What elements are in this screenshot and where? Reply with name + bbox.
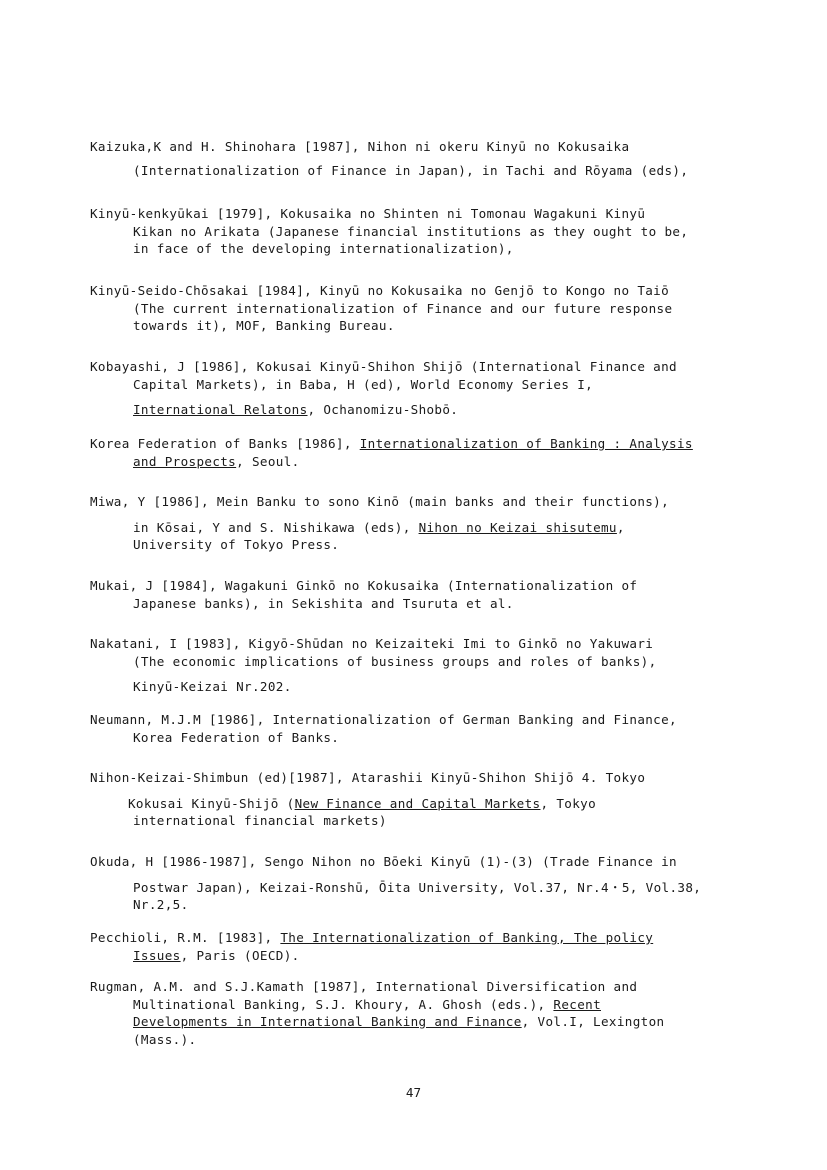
reference-line: Japanese banks), in Sekishita and Tsuruta et al. [133,595,514,611]
reference-kobayashi [90,358,730,419]
reference-line [90,929,730,947]
reference-tail: , Paris (OECD). [180,947,300,963]
reference-line [90,435,730,453]
page-number: 47 [405,1085,422,1100]
reference-line: in face of the developing internationalization), [133,241,514,256]
reference-tail: , Vol.I, Lexington [521,1014,665,1029]
reference-pecchioli [90,929,730,964]
reference-line: Kaizuka,K and H. Shinohara [1987], Nihon ni okeru Kinyū no Kokusaika [90,139,630,154]
reference-line [90,1013,730,1031]
reference-title: Developments in International Banking and Finance [133,1014,522,1029]
reference-nakatani [90,635,730,696]
reference-rugman [90,978,730,1048]
reference-title: The Internationalization of Banking, The policy [280,930,654,945]
reference-lead: in Kōsai, Y and S. Nishikawa (eds), [133,519,419,535]
reference-lead: Pecchioli, R.M. [1983], [90,930,281,945]
reference-line: Kikan no Arikata (Japanese financial institutions as they ought to be, [133,223,689,239]
reference-title: International Relatons [133,402,308,417]
reference-line: (Internationalization of Finance in Japan), in Tachi and Rōyama (eds), [133,162,689,178]
reference-tail: , [616,519,625,535]
reference-line: (The current internationalization of Finance and our future response [133,300,673,316]
reference-line: Korea Federation of Banks. [133,729,340,745]
reference-lead: Multinational Banking, S.J. Khoury, A. Ghosh (eds.), [133,996,554,1012]
reference-line: Nihon-Keizai-Shimbun (ed)[1987], Atarashii Kinyū-Shihon Shijō 4. Tokyo [90,770,646,785]
reference-mukai [90,577,730,612]
reference-line: Mukai, J [1984], Wagakuni Ginkō no Kokusaika (Internationalization of [90,578,638,593]
reference-line: international financial markets) [133,813,387,828]
reference-kinyu-kenkyukai [90,205,730,258]
reference-lead: Kokusai Kinyū-Shijō ( [128,795,295,811]
reference-tail: , Tokyo [540,795,597,811]
reference-line: towards it), MOF, Banking Bureau. [133,318,395,333]
reference-title: New Finance and Capital Markets [294,795,541,811]
reference-miwa [90,493,730,554]
reference-title: Internationalization of Banking : Analysis [359,436,693,451]
reference-line [90,996,730,1014]
reference-line: Nakatani, I [1983], Kigyō-Shūdan no Keizaiteki Imi to Ginkō no Yakuwari [90,636,654,651]
reference-nihon-keizai-shimbun [90,769,730,830]
reference-line [90,453,730,471]
reference-kaizuka [90,138,730,179]
reference-line: Postwar Japan), Keizai-Ronshū, Ōita University, Vol.37, Nr.4・5, Vol.38, [133,879,702,895]
reference-title: and Prospects [133,453,237,469]
reference-neumann [90,711,730,746]
reference-line: Neumann, M.J.M [1986], Internationalization of German Banking and Finance, [90,712,677,727]
reference-title: Nihon no Keizai shisutemu [418,519,617,535]
reference-line [90,947,730,965]
reference-line [90,795,730,813]
reference-line: University of Tokyo Press. [133,537,340,552]
reference-tail: , Seoul. [236,453,300,469]
reference-title: Recent [553,996,601,1012]
reference-line: Kinyū-Seido-Chōsakai [1984], Kinyū no Kokusaika no Genjō to Kongo no Taiō [90,283,670,298]
reference-line: (Mass.). [133,1031,197,1047]
reference-line: Okuda, H [1986-1987], Sengo Nihon no Bōeki Kinyū (1)-(3) (Trade Finance in [90,854,677,869]
reference-title: Issues [133,947,181,963]
reference-line [90,401,730,419]
reference-korea-federation [90,435,730,470]
reference-line: Kobayashi, J [1986], Kokusai Kinyū-Shihon Shijō (International Finance and [90,359,677,374]
reference-line [90,519,730,537]
reference-line: (The economic implications of business groups and roles of banks), [133,653,657,669]
reference-lead: Korea Federation of Banks [1986], [90,436,360,451]
reference-line: Kinyū-Keizai Nr.202. [133,679,292,694]
reference-kinyu-seido [90,282,730,335]
reference-line: Kinyū-kenkyūkai [1979], Kokusaika no Shinten ni Tomonau Wagakuni Kinyū [90,206,646,221]
reference-tail: , Ochanomizu-Shobō. [307,402,459,417]
reference-line: Miwa, Y [1986], Mein Banku to sono Kinō (main banks and their functions), [90,494,670,509]
reference-line: Capital Markets), in Baba, H (ed), World Economy Series I, [133,376,594,392]
reference-okuda [90,853,730,914]
reference-line: Rugman, A.M. and S.J.Kamath [1987], International Diversification and [90,979,638,994]
reference-line: Nr.2,5. [133,897,189,912]
